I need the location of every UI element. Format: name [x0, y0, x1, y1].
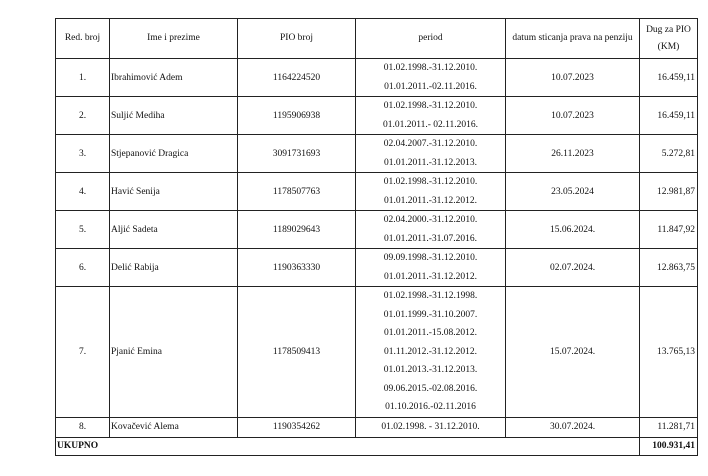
- row-number: 4.: [56, 173, 110, 211]
- table-row: [56, 59, 698, 97]
- row-pio-number: 1164224520: [238, 59, 356, 97]
- header-num: Red. broj: [56, 19, 110, 59]
- table-row: [56, 211, 698, 249]
- table-row: [56, 135, 698, 173]
- total-value: 100.931,41: [640, 437, 698, 455]
- row-pio-number: 3091731693: [238, 135, 356, 173]
- row-pio-number: 1178509413: [238, 287, 356, 418]
- period-line: 09.09.1998.-31.12.2010.: [383, 253, 478, 263]
- total-label: UKUPNO: [56, 437, 640, 455]
- row-name: Delić Rabija: [110, 249, 238, 287]
- period-line: 01.02.1998.-31.12.2010.: [383, 177, 478, 187]
- row-pension-date: 30.07.2024.: [506, 417, 640, 437]
- row-pension-date: 02.07.2024.: [506, 249, 640, 287]
- row-number: 6.: [56, 249, 110, 287]
- row-debt: 16.459,11: [640, 97, 698, 135]
- row-name: Kovačević Alema: [110, 417, 238, 437]
- row-number: 2.: [56, 97, 110, 135]
- row-name: Stjepanović Dragica: [110, 135, 238, 173]
- period-line: 01.11.2012.-31.12.2012.: [383, 346, 478, 357]
- row-periods: [356, 59, 506, 97]
- period-line: 01.10.2016.-02.11.2016: [385, 402, 476, 412]
- row-pio-number: 1178507763: [238, 173, 356, 211]
- row-pio-number: 1195906938: [238, 97, 356, 135]
- period-line: 01.01.2011.-31.12.2012.: [383, 195, 478, 206]
- row-debt: 5.272,81: [640, 135, 698, 173]
- period-line: 01.01.2013.-31.12.2013.: [383, 365, 478, 375]
- pension-debt-table: [55, 18, 698, 456]
- row-pension-date: 10.07.2023: [506, 59, 640, 97]
- period-line: 01.01.1999.-31.10.2007.: [383, 309, 478, 320]
- header-row: [56, 19, 698, 59]
- row-pio-number: 1190354262: [238, 417, 356, 437]
- table-row: [56, 287, 698, 418]
- row-number: 7.: [56, 287, 110, 418]
- row-pio-number: 1190363330: [238, 249, 356, 287]
- row-name: Ibrahimović Adem: [110, 59, 238, 97]
- row-periods: [356, 287, 506, 418]
- period-line: 01.02.1998.-31.12.2010.: [383, 101, 478, 111]
- header-pio: PIO broj: [238, 19, 356, 59]
- row-debt: 13.765,13: [640, 287, 698, 418]
- row-pension-date: 15.06.2024.: [506, 211, 640, 249]
- row-debt: 11.847,92: [640, 211, 698, 249]
- row-name: Havić Senija: [110, 173, 238, 211]
- header-debt-line1: Dug za PIO: [646, 24, 691, 35]
- row-pension-date: 26.11.2023: [506, 135, 640, 173]
- row-pension-date: 23.05.2024: [506, 173, 640, 211]
- header-debt-line2: (KM): [657, 41, 680, 52]
- row-periods: [356, 135, 506, 173]
- header-debt: [640, 19, 698, 59]
- period-line: 02.04.2007.-31.12.2010.: [383, 139, 478, 149]
- period-line: 01.01.2011.-02.11.2016.: [384, 81, 477, 92]
- row-periods: [356, 249, 506, 287]
- row-periods: [356, 97, 506, 135]
- table-row: [56, 249, 698, 287]
- row-debt: 16.459,11: [640, 59, 698, 97]
- period-line: 01.01.2011.-31.12.2013.: [383, 157, 478, 168]
- row-periods: [356, 417, 506, 437]
- period-line: 01.01.2011.-31.07.2016.: [383, 233, 478, 244]
- period-line: 01.01.2011.-31.12.2012.: [383, 271, 478, 282]
- period-line: 01.02.1998. - 31.12.2010.: [381, 421, 480, 432]
- total-row: [56, 437, 698, 455]
- row-name: Suljić Mediha: [110, 97, 238, 135]
- period-line: 01.01.2011.- 02.11.2016.: [382, 119, 479, 130]
- row-number: 1.: [56, 59, 110, 97]
- row-pension-date: 10.07.2023: [506, 97, 640, 135]
- row-periods: [356, 173, 506, 211]
- table-row: [56, 97, 698, 135]
- period-line: 02.04.2000.-31.12.2010.: [383, 215, 478, 225]
- period-line: 01.01.2011.-15.08.2012.: [383, 328, 478, 338]
- header-period: period: [356, 19, 506, 59]
- header-date: datum sticanja prava na penziju: [506, 19, 640, 59]
- period-line: 09.06.2015.-02.08.2016.: [383, 383, 478, 394]
- row-periods: [356, 211, 506, 249]
- period-line: 01.02.1998.-31.12.1998.: [383, 291, 478, 301]
- row-debt: 12.981,87: [640, 173, 698, 211]
- row-pio-number: 1189029643: [238, 211, 356, 249]
- table-row: [56, 417, 698, 437]
- row-name: Aljić Sadeta: [110, 211, 238, 249]
- row-pension-date: 15.07.2024.: [506, 287, 640, 418]
- row-number: 8.: [56, 417, 110, 437]
- row-number: 5.: [56, 211, 110, 249]
- row-name: Pjanić Emina: [110, 287, 238, 418]
- row-debt: 11.281,71: [640, 417, 698, 437]
- table-row: [56, 173, 698, 211]
- period-line: 01.02.1998.-31.12.2010.: [383, 63, 478, 73]
- header-name: Ime i prezime: [110, 19, 238, 59]
- row-number: 3.: [56, 135, 110, 173]
- row-debt: 12.863,75: [640, 249, 698, 287]
